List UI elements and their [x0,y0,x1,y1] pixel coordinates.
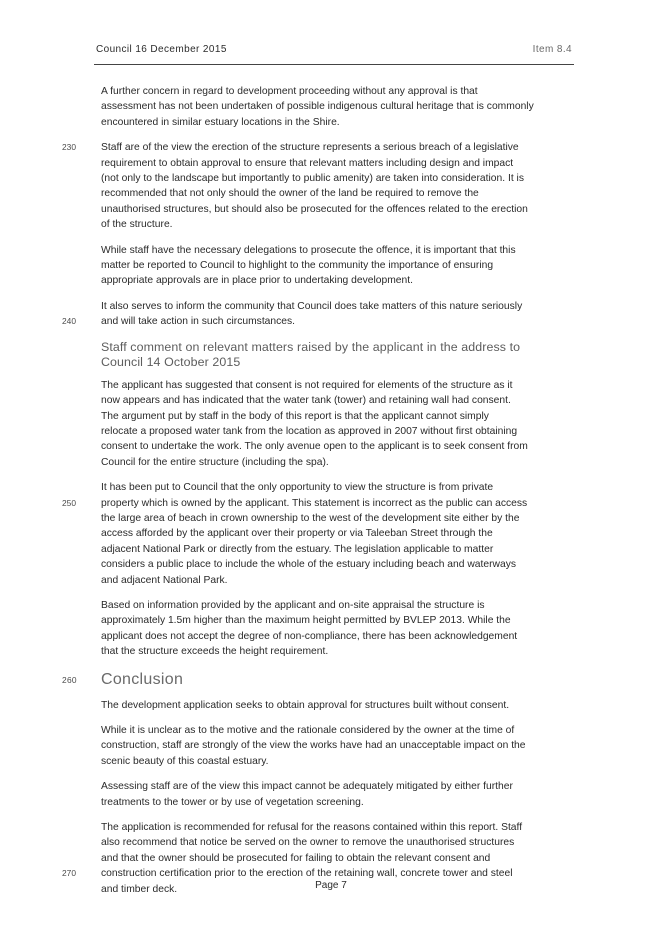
text-line: and that the owner should be prosecuted for failing to obtain the relevant consent and [101,852,491,864]
text-line: and timber deck. [101,883,178,895]
text-line: While staff have the necessary delegations to prosecute the offence, it is important that this [101,244,516,256]
heading-text: Conclusion [101,670,184,688]
text-line: It has been put to Council that the only opportunity to view the structure is from private [101,482,494,494]
text-line: While it is unclear as to the motive and the rationale considered by the owner at the time of [101,725,515,736]
text-line: recommended that not only should the owner of the land be required to remove the [101,188,479,200]
text-line: The application is recommended for refusal for the reasons contained within this report. Staff [101,822,523,834]
paragraph [101,378,573,470]
text-line: The development application seeks to obtain approval for structures built without consent. [101,699,510,711]
text-line: encountered in similar estuary locations in the Shire. [101,116,340,128]
text-line: construction certification prior to the erection of the retaining wall, concrete tower and steel [101,868,513,880]
text-line: also recommend that notice be served on the owner to remove the unauthorised structures [101,837,515,849]
paragraph [62,480,573,588]
page-number: Page 7 [315,880,347,891]
text-line: that the structure exceeds the height requirement. [101,646,329,658]
text-line: Staff comment on relevant matters raised by the applicant in the address to [101,339,521,354]
meeting-title: Council 16 December 2015 [96,44,227,55]
text-line: approximately 1.5m higher than the maximum height permitted by BVLEP 2013. While the [101,615,511,627]
text-line: property which is owned by the applicant. This statement is incorrect as the public can access [101,497,528,509]
text-line: appropriate approvals are in place prior to undertaking development. [101,275,413,287]
text-line: A further concern in regard to development proceeding without any approval is that [101,86,478,97]
text-line: The argument put by staff in the body of this report is that the applicant cannot simply [101,410,489,422]
text-line: (not only to the landscape but importantly to public amenity) are taken into consideration. It is [101,173,524,185]
text-line: The applicant has suggested that consent is not required for elements of the structure as it [101,379,513,391]
text-line: scenic beauty of this coastal estuary. [101,755,269,767]
item-number: Item 8.4 [532,44,572,55]
paragraph [101,598,573,660]
line-number: 260 [62,674,77,685]
text-line: requirement to obtain approval to ensure that relevant matters including design and impact [101,157,514,169]
text-line: construction, staff are strongly of the view the works have had an unacceptable impact on the [101,740,526,752]
text-line: assessment has not been undertaken of possible indigenous cultural heritage that is commonly [101,101,534,113]
line-number: 230 [62,142,76,153]
line-number: 250 [62,497,76,508]
paragraph [101,723,573,769]
text-line: now appears and has indicated that the water tank (tower) and retaining wall had consent. [101,395,511,407]
text-line: Council 14 October 2015 [101,354,241,369]
page-header [96,44,572,60]
text-line: Based on information provided by the applicant and on-site appraisal the structure is [101,599,485,611]
text-line: of the structure. [101,219,173,231]
document-body [62,84,573,907]
text-line: matter be reported to Council to highlight to the community the importance of ensuring [101,260,494,272]
text-line: relocate a proposed water tank from the location as approved in 2007 without first obtaining [101,425,518,437]
header-rule [94,64,574,65]
text-line: and will take action in such circumstances. [101,316,296,328]
line-number: 270 [62,868,76,879]
paragraph [101,84,573,130]
text-line: Staff are of the view the erection of the structure represents a serious breach of a legislative [101,142,519,154]
text-line: the large area of beach in crown ownership to the west of the development site either by the [101,512,520,524]
paragraph [62,299,573,330]
paragraph [101,243,573,289]
paragraph [62,140,573,232]
subsection-heading [101,340,573,370]
text-line: unauthorised structures, but should also be prosecuted for the offences related to the erection [101,203,528,215]
text-line: adjacent National Park or directly from the estuary. The legislation applicable to matter [101,543,494,555]
conclusion-heading [62,670,573,690]
line-number: 240 [62,316,76,327]
text-line: Assessing staff are of the view this impact cannot be adequately mitigated by either further [101,781,513,793]
text-line: considers a public place to include the whole of the estuary including beach and waterways [101,559,516,571]
text-line: consent to undertake the work. The only avenue open to the applicant is to seek consent from [101,441,528,453]
paragraph [101,698,573,713]
text-line: It also serves to inform the community that Council does take matters of this nature seriously [101,300,523,312]
text-line: treatments to the tower or by use of vegetation screening. [101,796,364,808]
text-line: and adjacent National Park. [101,574,228,586]
paragraph [101,779,573,810]
text-line: applicant does not accept the degree of non-compliance, there has been acknowledgement [101,630,518,642]
text-line: Council for the entire structure (including the spa). [101,456,329,468]
text-line: access afforded by the applicant over their property or via Taleeban Street through the [101,528,493,540]
